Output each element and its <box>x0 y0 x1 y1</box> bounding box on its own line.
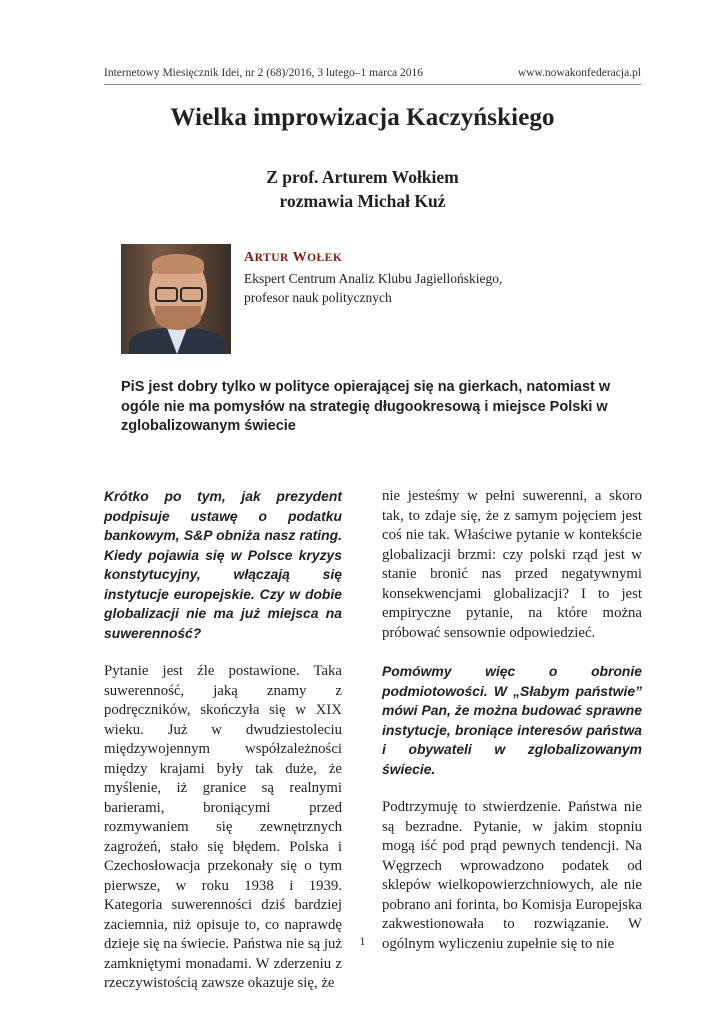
website-link[interactable]: www.nowakonfederacja.pl <box>517 67 641 79</box>
author-name: ARTUR WOŁEK <box>244 250 343 265</box>
author-description <box>244 269 502 307</box>
author-photo <box>121 244 231 354</box>
subtitle-line-2: rozmawia Michał Kuź <box>279 191 446 211</box>
interview-answer-1-continued: nie jesteśmy w pełni suwerenni, a skoro tak, to zdaje się, że z samym pojęciem jest coś nie tak. Właściwe pytanie w kontekście globalizacji brzmi: czy polski rząd jest w stanie bronić nas przed negatywnymi konsekwencjami globalizacji? I to jest empiryczne pytanie, na które można próbować sensownie odpowiedzieć. <box>382 488 642 641</box>
subtitle-line-1: Z prof. Arturem Wołkiem <box>266 167 459 187</box>
article-subtitle <box>0 165 725 213</box>
interview-question-1: Krótko po tym, jak prezydent podpisuje ustawę o podatku bankowym, S&P obniża nasz rating. Kiedy pojawia się w Polsce kryzys konstytucyjny, włączają się instytucje europejskie. Czy w dobie globalizacji nie ma już miejsca na suwerenność? <box>104 488 342 641</box>
interview-answer-2: Podtrzymuję to stwierdzenie. Państwa nie są bezradne. Pytanie, w jakim stopniu mogą iść pod prąd pewnych tendencji. Na Węgrzech wprowadzono podatek od sklepów wielkopowierzchniowych, ale nie pobrano ani forinta, bo Komisja Europejska zakwestionowała to rozwiązanie. W ogólnym wyliczeniu zupełnie się to nie <box>382 799 642 952</box>
text-column-left <box>104 487 342 994</box>
interview-answer-1: Pytanie jest źle postawione. Taka suwerenność, jaką znamy z podręczników, skończyła się w XIX wieku. Już w dwudziestoleciu międzywojennym współzależności między krajami były tak duże, że myślenie, iż granice są realnymi barierami, broniącymi przed rozmywaniem się zewnętrznych zagrożeń, stało się błędem. Polska i Czechosłowacja przekonały się o tym pierwsze, w roku 1938 i 1939. Kategoria suwerenności dziś bardziej zaciemnia, niż opisuje to, co naprawdę dzieje się na świecie. Państwa nie są już zamkniętymi monadami. W zderzeniu z rzeczywistością zawsze okazuje się, że <box>104 663 342 991</box>
author-desc-line-2: profesor nauk politycznych <box>244 290 392 305</box>
interview-question-2: Pomówmy więc o obronie podmiotowości. W „Słabym państwie” mówi Pan, że można budować sprawne instytucje, broniące interesów państwa i obywateli w zglobalizowanym świecie. <box>382 663 642 777</box>
running-header <box>104 62 641 85</box>
journal-info: Internetowy Miesięcznik Idei, nr 2 (68)/2016, 3 lutego–1 marca 2016 <box>104 67 424 79</box>
article-lead: PiS jest dobry tylko w polityce opierającej się na gierkach, natomiast w ogóle nie ma pomysłów na strategię długookresową i miejsce Polski w zglobalizowanym świecie <box>121 379 611 434</box>
author-desc-line-1: Ekspert Centrum Analiz Klubu Jagiellońskiego, <box>244 271 503 286</box>
text-column-right <box>382 487 642 954</box>
article-title: Wielka improwizacja Kaczyńskiego <box>170 104 555 131</box>
page-number: 1 <box>359 934 366 948</box>
